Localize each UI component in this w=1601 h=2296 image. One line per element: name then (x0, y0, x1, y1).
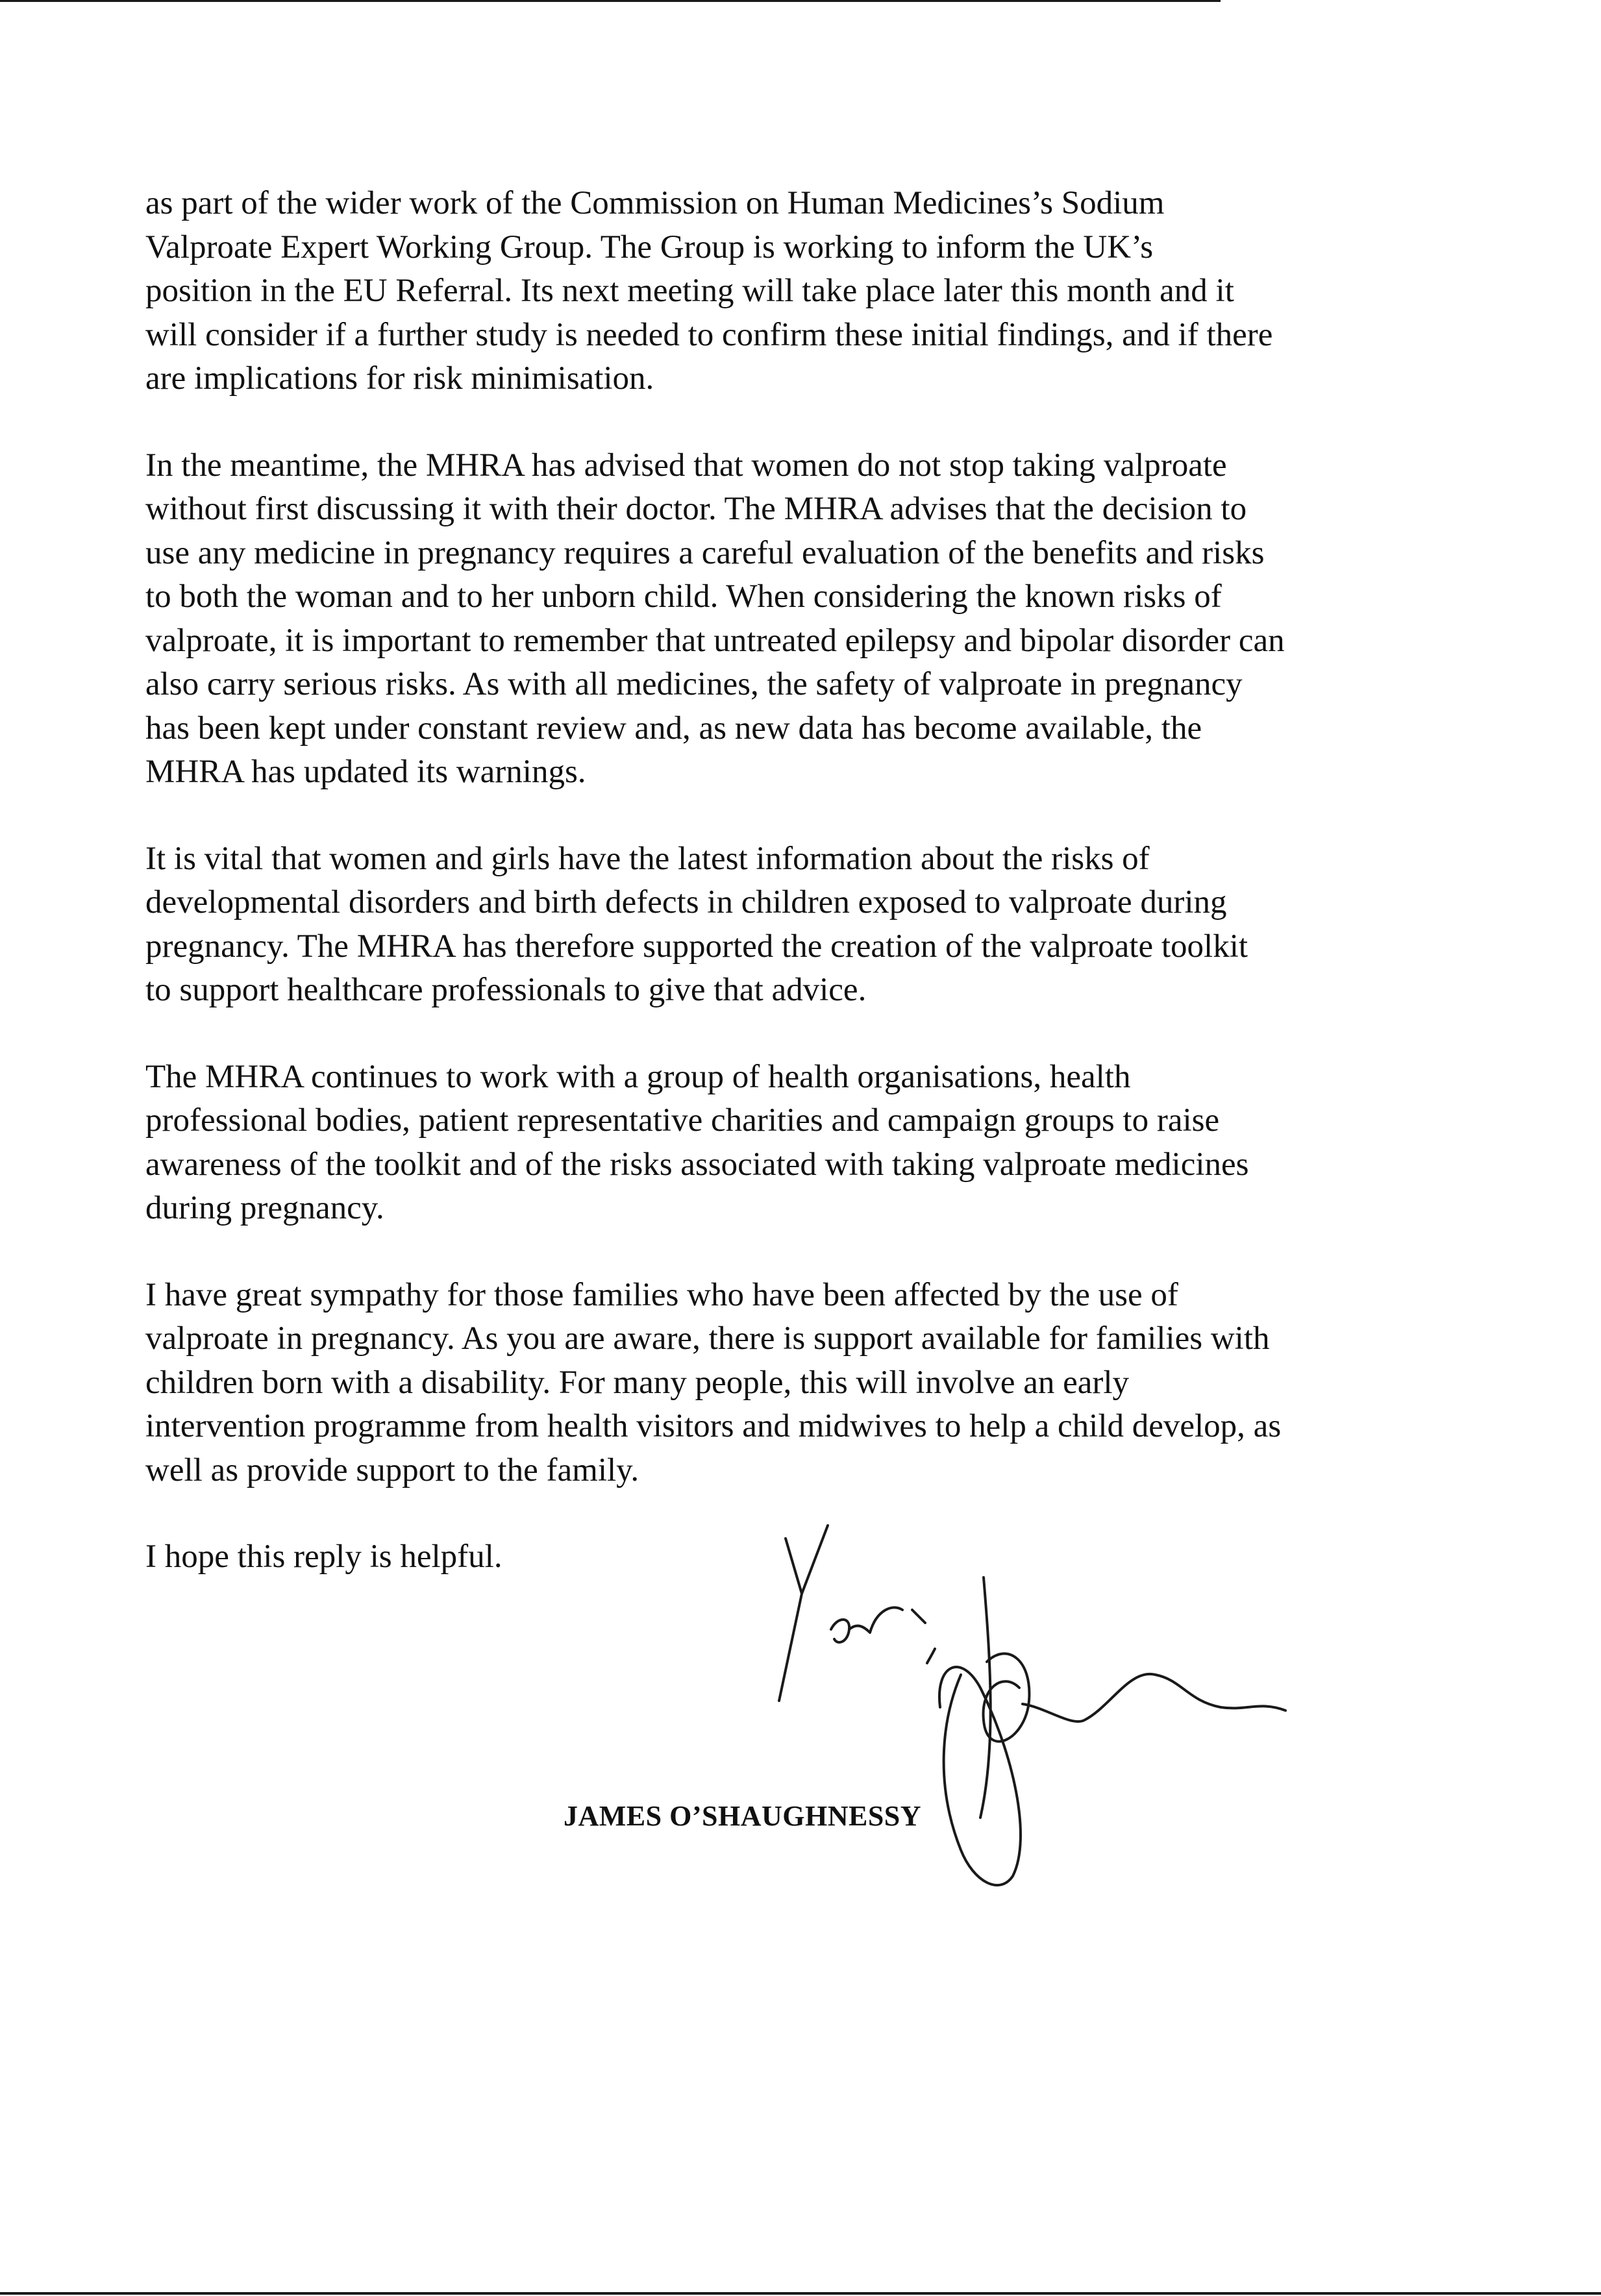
scan-edge-top (0, 0, 1221, 2)
signatory-name: JAMES O’SHAUGHNESSY (564, 1800, 922, 1832)
handwritten-signature (766, 1512, 1350, 1915)
paragraph-working-group: as part of the wider work of the Commission on Human Medicines’s Sodium Valproate Expert Working Group. The Group is working to inform the UK’s position in the EU Referral. Its next meeting will take place later this month and it will consider if a further study is needed to confirm these initial findings, and if there are implications for risk minimisation. (145, 185, 1273, 397)
paragraph-sympathy: I have great sympathy for those families who have been affected by the use of valproate in pregnancy. As you are aware, there is support available for families with children born with a disability. For many people, this will involve an early intervention programme from health visitors and midwives to help a child develop, as well as provide support to the family. (145, 1276, 1282, 1488)
letter-body (145, 182, 1470, 1579)
paragraph-health-organisations: The MHRA continues to work with a group of health organisations, health professional bodies, patient representative charities and campaign groups to raise awareness of the toolkit and of the risks associated with taking valproate medicines during pregnancy. (145, 1058, 1249, 1226)
paragraph-meantime-advice: In the meantime, the MHRA has advised that women do not stop taking valproate without first discussing it with their doctor. The MHRA advises that the decision to use any medicine in pregnancy requires a careful evaluation of the benefits and risks to both the woman and to her unborn child. When considering the known risks of valproate, it is important to remember that untreated epilepsy and bipolar disorder can also carry serious risks. As with all medicines, the safety of valproate in pregnancy has been kept under constant review and, as new data has become available, the MHRA has updated its warnings. (145, 447, 1285, 790)
closing-line: I hope this reply is helpful. (145, 1538, 503, 1575)
scan-edge-bottom (0, 2292, 1601, 2295)
paragraph-toolkit: It is vital that women and girls have the latest information about the risks of developmental disorders and birth defects in children exposed to valproate during pregnancy. The MHRA has therefore supported the creation of the valproate toolkit to support healthcare professionals to give that advice. (145, 840, 1248, 1008)
